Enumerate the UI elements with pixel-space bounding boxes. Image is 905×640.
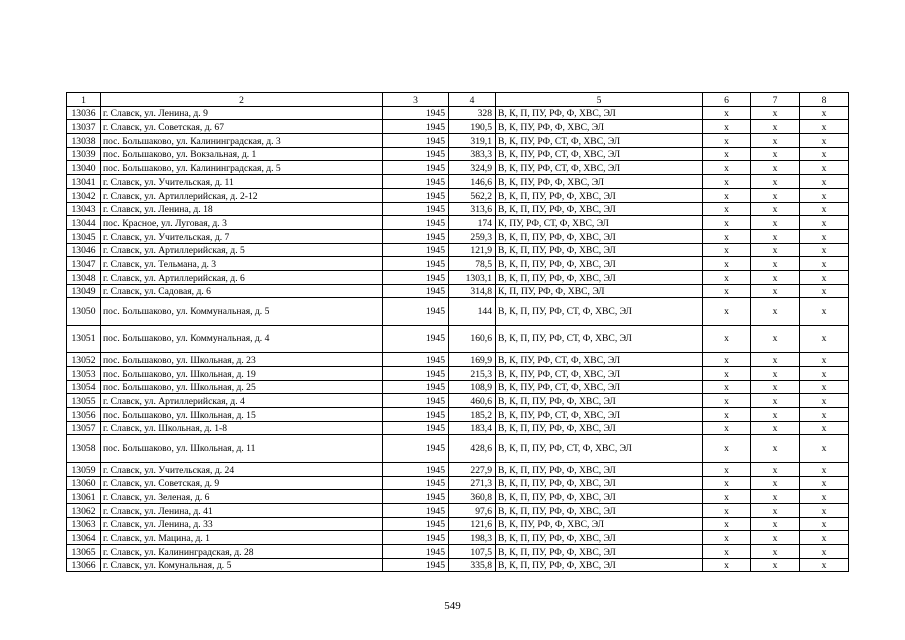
table-row — [67, 175, 849, 189]
header-cell-2: 2 — [101, 93, 383, 107]
area-cell: 169,9 — [449, 353, 496, 367]
area-cell: 146,6 — [449, 175, 496, 189]
address-cell: пос. Большаково, ул. Школьная, д. 15 — [101, 408, 383, 422]
table-row — [67, 380, 849, 394]
table-row — [67, 257, 849, 271]
record-id-cell: 13052 — [67, 353, 101, 367]
utilities-cell: В, К, П, ПУ, РФ, Ф, ХВС, ЭЛ — [496, 257, 703, 271]
year-cell: 1945 — [383, 243, 449, 257]
area-cell: 335,8 — [449, 558, 496, 572]
area-cell: 314,8 — [449, 284, 496, 298]
col7-cell: х — [751, 517, 800, 531]
utilities-cell: К, П, ПУ, РФ, Ф, ХВС, ЭЛ — [496, 284, 703, 298]
col6-cell: х — [703, 462, 751, 476]
year-cell: 1945 — [383, 284, 449, 298]
utilities-cell: В, К, П, ПУ, РФ, Ф, ХВС, ЭЛ — [496, 545, 703, 559]
col6-cell: х — [703, 202, 751, 216]
table-row — [67, 367, 849, 381]
col8-cell: х — [800, 490, 849, 504]
col6-cell: х — [703, 175, 751, 189]
utilities-cell: В, К, ПУ, РФ, СТ, Ф, ХВС, ЭЛ — [496, 380, 703, 394]
record-id-cell: 13053 — [67, 367, 101, 381]
table-row — [67, 325, 849, 353]
year-cell: 1945 — [383, 517, 449, 531]
utilities-cell: В, К, ПУ, РФ, СТ, Ф, ХВС, ЭЛ — [496, 161, 703, 175]
col8-cell: х — [800, 421, 849, 435]
col7-cell: х — [751, 380, 800, 394]
area-cell: 121,9 — [449, 243, 496, 257]
col7-cell: х — [751, 325, 800, 353]
area-cell: 97,6 — [449, 504, 496, 518]
record-id-cell: 13060 — [67, 476, 101, 490]
utilities-cell: В, К, П, ПУ, РФ, Ф, ХВС, ЭЛ — [496, 558, 703, 572]
col7-cell: х — [751, 216, 800, 230]
col8-cell: х — [800, 531, 849, 545]
year-cell: 1945 — [383, 134, 449, 148]
record-id-cell: 13041 — [67, 175, 101, 189]
col6-cell: х — [703, 353, 751, 367]
col7-cell: х — [751, 545, 800, 559]
area-cell: 428,6 — [449, 435, 496, 463]
area-cell: 160,6 — [449, 325, 496, 353]
address-cell: пос. Большаково, ул. Школьная, д. 23 — [101, 353, 383, 367]
address-cell: г. Славск, ул. Ленина, д. 41 — [101, 504, 383, 518]
year-cell: 1945 — [383, 298, 449, 326]
col8-cell: х — [800, 353, 849, 367]
area-cell: 360,8 — [449, 490, 496, 504]
col7-cell: х — [751, 175, 800, 189]
table-row — [67, 216, 849, 230]
area-cell: 198,3 — [449, 531, 496, 545]
header-cell-8: 8 — [800, 93, 849, 107]
table-row — [67, 490, 849, 504]
area-cell: 107,5 — [449, 545, 496, 559]
col7-cell: х — [751, 202, 800, 216]
housing-registry-table — [66, 92, 849, 572]
record-id-cell: 13036 — [67, 106, 101, 120]
col6-cell: х — [703, 545, 751, 559]
address-cell: г. Славск, ул. Артиллерийская, д. 2-12 — [101, 188, 383, 202]
header-cell-4: 4 — [449, 93, 496, 107]
col6-cell: х — [703, 257, 751, 271]
utilities-cell: В, К, П, ПУ, РФ, Ф, ХВС, ЭЛ — [496, 462, 703, 476]
area-cell: 383,3 — [449, 147, 496, 161]
table-row — [67, 531, 849, 545]
record-id-cell: 13061 — [67, 490, 101, 504]
area-cell: 108,9 — [449, 380, 496, 394]
table-row — [67, 147, 849, 161]
year-cell: 1945 — [383, 175, 449, 189]
col7-cell: х — [751, 490, 800, 504]
col8-cell: х — [800, 558, 849, 572]
area-cell: 227,9 — [449, 462, 496, 476]
address-cell: г. Славск, ул. Советская, д. 67 — [101, 120, 383, 134]
record-id-cell: 13062 — [67, 504, 101, 518]
utilities-cell: В, К, П, ПУ, РФ, Ф, ХВС, ЭЛ — [496, 243, 703, 257]
year-cell: 1945 — [383, 257, 449, 271]
table-row — [67, 298, 849, 326]
col6-cell: х — [703, 325, 751, 353]
year-cell: 1945 — [383, 367, 449, 381]
col7-cell: х — [751, 134, 800, 148]
col6-cell: х — [703, 421, 751, 435]
header-cell-5: 5 — [496, 93, 703, 107]
col8-cell: х — [800, 147, 849, 161]
record-id-cell: 13066 — [67, 558, 101, 572]
col8-cell: х — [800, 161, 849, 175]
address-cell: г. Славск, ул. Советская, д. 9 — [101, 476, 383, 490]
record-id-cell: 13054 — [67, 380, 101, 394]
col6-cell: х — [703, 298, 751, 326]
col7-cell: х — [751, 188, 800, 202]
year-cell: 1945 — [383, 147, 449, 161]
col6-cell: х — [703, 106, 751, 120]
col8-cell: х — [800, 270, 849, 284]
area-cell: 183,4 — [449, 421, 496, 435]
col8-cell: х — [800, 476, 849, 490]
utilities-cell: К, ПУ, РФ, СТ, Ф, ХВС, ЭЛ — [496, 216, 703, 230]
address-cell: г. Славск, ул. Ленина, д. 18 — [101, 202, 383, 216]
record-id-cell: 13046 — [67, 243, 101, 257]
year-cell: 1945 — [383, 353, 449, 367]
utilities-cell: В, К, ПУ, РФ, СТ, Ф, ХВС, ЭЛ — [496, 353, 703, 367]
record-id-cell: 13047 — [67, 257, 101, 271]
year-cell: 1945 — [383, 229, 449, 243]
table-row — [67, 284, 849, 298]
area-cell: 328 — [449, 106, 496, 120]
table-row — [67, 106, 849, 120]
year-cell: 1945 — [383, 462, 449, 476]
record-id-cell: 13044 — [67, 216, 101, 230]
address-cell: пос. Большаково, ул. Калининградская, д. 5 — [101, 161, 383, 175]
year-cell: 1945 — [383, 216, 449, 230]
record-id-cell: 13063 — [67, 517, 101, 531]
table-row — [67, 188, 849, 202]
record-id-cell: 13050 — [67, 298, 101, 326]
col6-cell: х — [703, 120, 751, 134]
document-sheet — [66, 92, 848, 572]
record-id-cell: 13059 — [67, 462, 101, 476]
record-id-cell: 13049 — [67, 284, 101, 298]
col8-cell: х — [800, 298, 849, 326]
col6-cell: х — [703, 476, 751, 490]
col6-cell: х — [703, 367, 751, 381]
utilities-cell: В, К, П, ПУ, РФ, Ф, ХВС, ЭЛ — [496, 202, 703, 216]
utilities-cell: В, К, П, ПУ, РФ, СТ, Ф, ХВС, ЭЛ — [496, 435, 703, 463]
col6-cell: х — [703, 531, 751, 545]
col8-cell: х — [800, 216, 849, 230]
col7-cell: х — [751, 284, 800, 298]
table-row — [67, 353, 849, 367]
address-cell: г. Славск, ул. Ленина, д. 33 — [101, 517, 383, 531]
area-cell: 259,3 — [449, 229, 496, 243]
area-cell: 319,1 — [449, 134, 496, 148]
address-cell: пос. Большаково, ул. Коммунальная, д. 5 — [101, 298, 383, 326]
col8-cell: х — [800, 545, 849, 559]
table-row — [67, 421, 849, 435]
col8-cell: х — [800, 257, 849, 271]
col8-cell: х — [800, 106, 849, 120]
header-cell-3: 3 — [383, 93, 449, 107]
record-id-cell: 13065 — [67, 545, 101, 559]
col7-cell: х — [751, 367, 800, 381]
year-cell: 1945 — [383, 325, 449, 353]
col8-cell: х — [800, 462, 849, 476]
utilities-cell: В, К, П, ПУ, РФ, Ф, ХВС, ЭЛ — [496, 504, 703, 518]
year-cell: 1945 — [383, 504, 449, 518]
col7-cell: х — [751, 435, 800, 463]
table-row — [67, 243, 849, 257]
area-cell: 562,2 — [449, 188, 496, 202]
utilities-cell: В, К, ПУ, РФ, Ф, ХВС, ЭЛ — [496, 120, 703, 134]
address-cell: пос. Большаково, ул. Калининградская, д. 3 — [101, 134, 383, 148]
record-id-cell: 13039 — [67, 147, 101, 161]
col8-cell: х — [800, 175, 849, 189]
col7-cell: х — [751, 394, 800, 408]
record-id-cell: 13040 — [67, 161, 101, 175]
col7-cell: х — [751, 558, 800, 572]
area-cell: 78,5 — [449, 257, 496, 271]
col7-cell: х — [751, 106, 800, 120]
year-cell: 1945 — [383, 106, 449, 120]
col6-cell: х — [703, 380, 751, 394]
utilities-cell: В, К, П, ПУ, РФ, СТ, Ф, ХВС, ЭЛ — [496, 325, 703, 353]
utilities-cell: В, К, П, ПУ, РФ, Ф, ХВС, ЭЛ — [496, 531, 703, 545]
utilities-cell: В, К, П, ПУ, РФ, Ф, ХВС, ЭЛ — [496, 270, 703, 284]
record-id-cell: 13048 — [67, 270, 101, 284]
utilities-cell: В, К, П, ПУ, РФ, Ф, ХВС, ЭЛ — [496, 188, 703, 202]
col7-cell: х — [751, 421, 800, 435]
area-cell: 215,3 — [449, 367, 496, 381]
address-cell: г. Славск, ул. Ленина, д. 9 — [101, 106, 383, 120]
header-cell-1: 1 — [67, 93, 101, 107]
record-id-cell: 13043 — [67, 202, 101, 216]
address-cell: г. Славск, ул. Артиллерийская, д. 5 — [101, 243, 383, 257]
col8-cell: х — [800, 517, 849, 531]
utilities-cell: В, К, ПУ, РФ, СТ, Ф, ХВС, ЭЛ — [496, 134, 703, 148]
col6-cell: х — [703, 435, 751, 463]
table-row — [67, 270, 849, 284]
header-row — [67, 93, 849, 107]
utilities-cell: В, К, ПУ, РФ, СТ, Ф, ХВС, ЭЛ — [496, 408, 703, 422]
col8-cell: х — [800, 229, 849, 243]
address-cell: пос. Большаково, ул. Школьная, д. 11 — [101, 435, 383, 463]
record-id-cell: 13051 — [67, 325, 101, 353]
record-id-cell: 13045 — [67, 229, 101, 243]
col6-cell: х — [703, 408, 751, 422]
address-cell: г. Славск, ул. Артиллерийская, д. 4 — [101, 394, 383, 408]
table-row — [67, 517, 849, 531]
year-cell: 1945 — [383, 394, 449, 408]
area-cell: 185,2 — [449, 408, 496, 422]
page-number: 549 — [444, 600, 461, 612]
year-cell: 1945 — [383, 545, 449, 559]
utilities-cell: В, К, П, ПУ, РФ, СТ, Ф, ХВС, ЭЛ — [496, 298, 703, 326]
year-cell: 1945 — [383, 490, 449, 504]
header-cell-6: 6 — [703, 93, 751, 107]
year-cell: 1945 — [383, 531, 449, 545]
record-id-cell: 13055 — [67, 394, 101, 408]
year-cell: 1945 — [383, 188, 449, 202]
area-cell: 1303,1 — [449, 270, 496, 284]
address-cell: г. Славск, ул. Садовая, д. 6 — [101, 284, 383, 298]
table-row — [67, 229, 849, 243]
col7-cell: х — [751, 476, 800, 490]
utilities-cell: В, К, П, ПУ, РФ, Ф, ХВС, ЭЛ — [496, 106, 703, 120]
utilities-cell: В, К, ПУ, РФ, Ф, ХВС, ЭЛ — [496, 175, 703, 189]
record-id-cell: 13057 — [67, 421, 101, 435]
col7-cell: х — [751, 147, 800, 161]
record-id-cell: 13037 — [67, 120, 101, 134]
address-cell: пос. Большаково, ул. Коммунальная, д. 4 — [101, 325, 383, 353]
col6-cell: х — [703, 134, 751, 148]
table-row — [67, 504, 849, 518]
table-row — [67, 202, 849, 216]
col8-cell: х — [800, 435, 849, 463]
year-cell: 1945 — [383, 435, 449, 463]
address-cell: г. Славск, ул. Зеленая, д. 6 — [101, 490, 383, 504]
area-cell: 190,5 — [449, 120, 496, 134]
record-id-cell: 13038 — [67, 134, 101, 148]
col8-cell: х — [800, 380, 849, 394]
year-cell: 1945 — [383, 270, 449, 284]
address-cell: г. Славск, ул. Тельмана, д. 3 — [101, 257, 383, 271]
address-cell: г. Славск, ул. Учительская, д. 11 — [101, 175, 383, 189]
col6-cell: х — [703, 161, 751, 175]
col7-cell: х — [751, 257, 800, 271]
col7-cell: х — [751, 229, 800, 243]
col8-cell: х — [800, 367, 849, 381]
table-body — [67, 93, 849, 572]
col8-cell: х — [800, 504, 849, 518]
year-cell: 1945 — [383, 161, 449, 175]
col6-cell: х — [703, 558, 751, 572]
col6-cell: х — [703, 243, 751, 257]
col8-cell: х — [800, 120, 849, 134]
area-cell: 121,6 — [449, 517, 496, 531]
col7-cell: х — [751, 120, 800, 134]
col8-cell: х — [800, 284, 849, 298]
address-cell: пос. Большаково, ул. Школьная, д. 19 — [101, 367, 383, 381]
table-row — [67, 120, 849, 134]
utilities-cell: В, К, ПУ, РФ, СТ, Ф, ХВС, ЭЛ — [496, 147, 703, 161]
area-cell: 313,6 — [449, 202, 496, 216]
utilities-cell: В, К, П, ПУ, РФ, Ф, ХВС, ЭЛ — [496, 421, 703, 435]
col7-cell: х — [751, 531, 800, 545]
col8-cell: х — [800, 134, 849, 148]
record-id-cell: 13042 — [67, 188, 101, 202]
record-id-cell: 13056 — [67, 408, 101, 422]
table-row — [67, 558, 849, 572]
col7-cell: х — [751, 161, 800, 175]
utilities-cell: В, К, ПУ, РФ, Ф, ХВС, ЭЛ — [496, 517, 703, 531]
col6-cell: х — [703, 517, 751, 531]
col6-cell: х — [703, 284, 751, 298]
col6-cell: х — [703, 147, 751, 161]
record-id-cell: 13058 — [67, 435, 101, 463]
col6-cell: х — [703, 504, 751, 518]
address-cell: пос. Красное, ул. Луговая, д. 3 — [101, 216, 383, 230]
col7-cell: х — [751, 270, 800, 284]
area-cell: 174 — [449, 216, 496, 230]
col6-cell: х — [703, 394, 751, 408]
table-row — [67, 394, 849, 408]
record-id-cell: 13064 — [67, 531, 101, 545]
area-cell: 271,3 — [449, 476, 496, 490]
col8-cell: х — [800, 325, 849, 353]
address-cell: г. Славск, ул. Артиллерийская, д. 6 — [101, 270, 383, 284]
header-cell-7: 7 — [751, 93, 800, 107]
col7-cell: х — [751, 504, 800, 518]
table-row — [67, 462, 849, 476]
year-cell: 1945 — [383, 202, 449, 216]
utilities-cell: В, К, ПУ, РФ, СТ, Ф, ХВС, ЭЛ — [496, 367, 703, 381]
address-cell: пос. Большаково, ул. Школьная, д. 25 — [101, 380, 383, 394]
address-cell: г. Славск, ул. Школьная, д. 1-8 — [101, 421, 383, 435]
year-cell: 1945 — [383, 120, 449, 134]
address-cell: г. Славск, ул. Мацина, д. 1 — [101, 531, 383, 545]
table-row — [67, 545, 849, 559]
col8-cell: х — [800, 243, 849, 257]
table-row — [67, 134, 849, 148]
year-cell: 1945 — [383, 476, 449, 490]
col7-cell: х — [751, 353, 800, 367]
table-row — [67, 161, 849, 175]
col6-cell: х — [703, 229, 751, 243]
area-cell: 144 — [449, 298, 496, 326]
address-cell: пос. Большаково, ул. Вокзальная, д. 1 — [101, 147, 383, 161]
address-cell: г. Славск, ул. Калининградская, д. 28 — [101, 545, 383, 559]
address-cell: г. Славск, ул. Комунальная, д. 5 — [101, 558, 383, 572]
year-cell: 1945 — [383, 421, 449, 435]
col8-cell: х — [800, 408, 849, 422]
col7-cell: х — [751, 298, 800, 326]
year-cell: 1945 — [383, 558, 449, 572]
col8-cell: х — [800, 188, 849, 202]
table-row — [67, 435, 849, 463]
utilities-cell: В, К, П, ПУ, РФ, Ф, ХВС, ЭЛ — [496, 490, 703, 504]
area-cell: 324,9 — [449, 161, 496, 175]
col6-cell: х — [703, 216, 751, 230]
col6-cell: х — [703, 188, 751, 202]
table-row — [67, 408, 849, 422]
table-row — [67, 476, 849, 490]
col6-cell: х — [703, 270, 751, 284]
col7-cell: х — [751, 462, 800, 476]
col6-cell: х — [703, 490, 751, 504]
utilities-cell: В, К, П, ПУ, РФ, Ф, ХВС, ЭЛ — [496, 394, 703, 408]
col8-cell: х — [800, 394, 849, 408]
area-cell: 460,6 — [449, 394, 496, 408]
utilities-cell: В, К, П, ПУ, РФ, Ф, ХВС, ЭЛ — [496, 476, 703, 490]
address-cell: г. Славск, ул. Учительская, д. 7 — [101, 229, 383, 243]
year-cell: 1945 — [383, 408, 449, 422]
col7-cell: х — [751, 243, 800, 257]
address-cell: г. Славск, ул. Учительская, д. 24 — [101, 462, 383, 476]
utilities-cell: В, К, П, ПУ, РФ, Ф, ХВС, ЭЛ — [496, 229, 703, 243]
col7-cell: х — [751, 408, 800, 422]
year-cell: 1945 — [383, 380, 449, 394]
col8-cell: х — [800, 202, 849, 216]
